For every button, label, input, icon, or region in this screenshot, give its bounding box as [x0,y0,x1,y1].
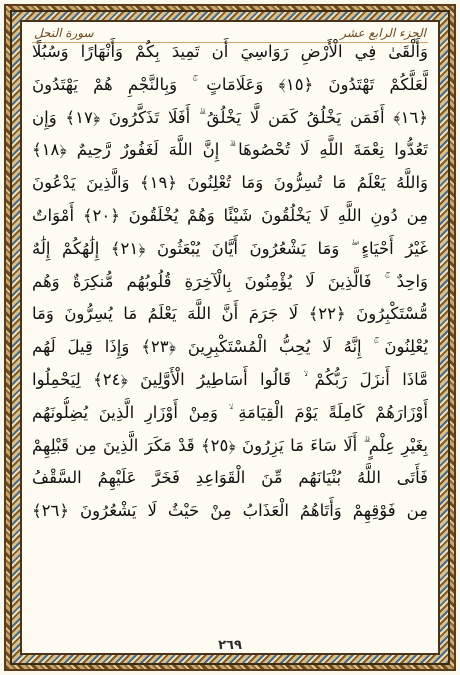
text-line-13: بِغَيْرِ عِلْمٍ ۗ أَلَا سَاءَ مَا يَزِرُونَ ﴿٢٥﴾ قَدْ مَكَرَ الَّذِينَ مِن قَبْلِهِمْ [32,435,428,455]
text-line-14: فَأَتَى اللَّهُ بُنْيَانَهُم مِّنَ الْقَوَاعِدِ فَخَرَّ عَلَيْهِمُ السَّقْفُ [32,468,428,488]
text-line-10: يُعْلِنُونَ ۚ إِنَّهُ لَا يُحِبُّ الْمُسْتَكْبِرِينَ ﴿٢٣﴾ وَإِذَا قِيلَ لَهُم [32,337,428,357]
text-line-11: مَّاذَا أَنزَلَ رَبُّكُمْ ۙ قَالُوا أَسَاطِيرُ الْأَوَّلِينَ ﴿٢٤﴾ لِيَحْمِلُوا [32,369,428,389]
text-line-5: وَاللَّهُ يَعْلَمُ مَا تُسِرُّونَ وَمَا تُعْلِنُونَ ﴿١٩﴾ وَالَّذِينَ يَدْعُونَ [32,173,428,193]
text-line-8: وَاحِدٌ ۚ فَالَّذِينَ لَا يُؤْمِنُونَ بِالْآخِرَةِ قُلُوبُهُم مُّنكِرَةٌ وَهُم [32,271,428,291]
juz-title: الجزء الرابع عشر [336,26,430,40]
text-line-2: لَّعَلَّكُمْ تَهْتَدُونَ ﴿١٥﴾ وَعَلَامَاتٍ ۚ وَبِالنَّجْمِ هُمْ يَهْتَدُونَ [32,74,428,94]
text-line-1: وَأَلْقَىٰ فِي الْأَرْضِ رَوَاسِيَ أَن تَمِيدَ بِكُمْ وَأَنْهَارًا وَسُبُلًا [32,42,428,61]
text-line-3: ﴿١٦﴾ أَفَمَن يَخْلُقُ كَمَن لَّا يَخْلُقُ ۗ أَفَلَا تَذَكَّرُونَ ﴿١٧﴾ وَإِن [32,107,428,127]
text-line-15: مِن فَوْقِهِمْ وَأَتَاهُمُ الْعَذَابُ مِنْ حَيْثُ لَا يَشْعُرُونَ ﴿٢٦﴾ [32,501,428,521]
text-line-7: غَيْرُ أَحْيَاءٍ ۖ وَمَا يَشْعُرُونَ أَيَّانَ يُبْعَثُونَ ﴿٢١﴾ إِلَٰهُكُمْ إِلَٰهٌ [32,238,428,258]
page-footer [0,634,460,653]
text-line-12: أَوْزَارَهُمْ كَامِلَةً يَوْمَ الْقِيَامَةِ ۙ وَمِنْ أَوْزَارِ الَّذِينَ يُضِلُّونَهُم [32,402,428,422]
text-line-4: تَعُدُّوا نِعْمَةَ اللَّهِ لَا تُحْصُوهَا ۗ إِنَّ اللَّهَ لَغَفُورٌ رَّحِيمٌ ﴿١٨﴾ [32,140,428,160]
quran-text-block [32,36,428,628]
surah-title: سورة النحل [30,26,98,40]
page-number: ٢٦٩ [208,638,252,653]
text-line-6: مِن دُونِ اللَّهِ لَا يَخْلُقُونَ شَيْئًا وَهُمْ يُخْلَقُونَ ﴿٢٠﴾ أَمْوَاتٌ [32,205,428,225]
text-line-9: مُّسْتَكْبِرُونَ ﴿٢٢﴾ لَا جَرَمَ أَنَّ اللَّهَ يَعْلَمُ مَا يُسِرُّونَ وَمَا [32,304,428,324]
